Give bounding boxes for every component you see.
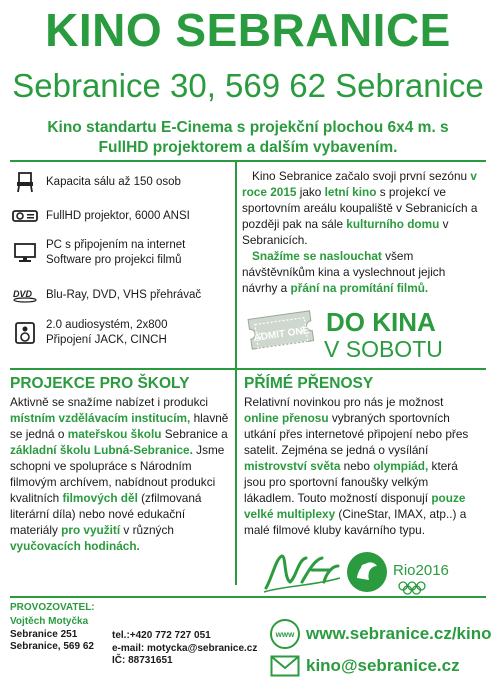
operator-heading: PROVOZOVATEL: (10, 602, 95, 613)
subtitle (18, 118, 478, 158)
schools-text-part: Jsme schopni ve spolupráce s Národním filmovým archívem, nabídnout produkci kvalitních (10, 443, 225, 505)
svg-text:DVD: DVD (13, 289, 33, 299)
schools-text-part: (zfilmovaná literární díla) nebo nové edukační materiály (10, 491, 202, 537)
broadcasts-highlight: online přenosu (244, 411, 329, 425)
operator-name: Vojtěch Motyčka (10, 616, 89, 627)
feature-audio (10, 318, 235, 348)
feature-text: Kapacita sálu až 150 osob (46, 175, 181, 188)
schools-highlight: základní školu Lubná-Sebranice. (10, 443, 193, 457)
divider-top (10, 160, 486, 162)
schools-text (10, 394, 230, 554)
logo-line2: V SOBOTU (324, 336, 443, 362)
schools-highlight: mateřskou školu (67, 427, 162, 441)
operator-email: e-mail: motycka@sebranice.cz (112, 642, 258, 654)
globe-icon: www (270, 619, 300, 649)
subtitle-line1: Kino standartu E-Cinema s projekční plochou 6x4 m. s (47, 119, 449, 136)
address: Sebranice 30, 569 62 Sebranice (12, 67, 484, 104)
schools-highlight: pro využití (61, 523, 121, 537)
schools-highlight: místním vzdělávacím institucím, (10, 411, 191, 425)
broadcasts-text-part: Relativní novinkou pro nás je možnost (244, 395, 444, 409)
operator-tel: tel.:+420 772 727 051 (112, 630, 211, 641)
broadcasts-text-part: nebo (340, 459, 374, 473)
broadcasts-highlight: olympiád, (373, 459, 429, 473)
website-text[interactable]: www.sebranice.cz/kino (306, 624, 492, 643)
feature-text-2: Připojení JACK, CINCH (46, 334, 167, 346)
feature-text: Blu-Ray, DVD, VHS přehrávač (46, 288, 202, 301)
about-text (242, 168, 482, 296)
nfa-logo-text: NFA (301, 594, 303, 595)
feature-text-2: Software pro projekci filmů (46, 254, 182, 266)
email-text[interactable]: kino@sebranice.cz (306, 656, 460, 675)
about-text-part: Kino Sebranice začalo svoji první sezónu (252, 169, 471, 183)
schools-highlight: filmových děl (62, 491, 138, 505)
broadcasts-highlight: pouze velké multiplexy (244, 491, 466, 521)
feature-text: PC s připojením na internet (46, 239, 186, 251)
dvd-icon (10, 284, 40, 306)
about-text-part: v Sebranicích. (242, 217, 449, 247)
about-highlight: kulturního domu (346, 217, 440, 231)
about-text-part: jako (296, 185, 325, 199)
operator-city: Sebranice, 569 62 (10, 641, 94, 652)
about-highlight: přání na promítání filmů. (290, 281, 429, 295)
operator-address (10, 616, 94, 654)
rio-logo (345, 548, 475, 596)
feature-text: 2.0 audiosystém, 2x800 (46, 319, 168, 331)
logo-line1: DO KINA (326, 307, 436, 337)
operator-ico: IČ: 88731651 (112, 655, 173, 666)
divider-middle (10, 368, 486, 370)
broadcasts-heading: PŘÍMÉ PŘENOSY (244, 375, 374, 392)
pc-icon (10, 242, 40, 264)
ticket-text: ADMIT ONE (252, 325, 311, 344)
schools-text-part: Aktivně se snažíme nabízet i produkci (10, 395, 209, 409)
subtitle-line2: FullHD projektorem a dalším vybavením. (98, 139, 398, 156)
about-highlight: v roce 2015 (242, 169, 477, 199)
feature-text: FullHD projektor, 6000 ANSI (46, 209, 190, 222)
schools-text-part: hlavně se jedná o (10, 411, 229, 441)
feature-projector (10, 205, 235, 227)
about-text-part: s projekcí ve sportovním areálu koupaliště v Sebranicích a později pak na sále (242, 185, 478, 231)
chair-icon (10, 171, 40, 193)
rio-logo-text: Rio2016 (393, 562, 449, 579)
about-highlight: letní kino (324, 185, 377, 199)
about-highlight: Snažíme se naslouchat (252, 249, 382, 263)
page-title: KINO SEBRANICE (45, 4, 451, 56)
about-text-part: všem návštěvníkům kina a vyslechnout jejich návrhy a (242, 249, 446, 295)
schools-text-part: Sebranice a (161, 427, 228, 441)
operator-street: Sebranice 251 (10, 628, 78, 640)
email-link[interactable] (270, 655, 460, 677)
nfa-logo (262, 548, 342, 594)
speaker-icon (10, 322, 40, 344)
broadcasts-highlight: mistrovství světa (244, 459, 341, 473)
divider-bottom (10, 596, 486, 598)
divider-vertical (235, 160, 237, 585)
feature-pc (10, 238, 235, 268)
broadcasts-text-part: která jsou pro sportovní fanoušky velkým lákadlem. Touto možností disponují (244, 459, 458, 505)
website-link[interactable] (270, 619, 492, 649)
schools-text-part: v různých (120, 523, 174, 537)
schools-highlight: vyučovacích hodinách. (10, 539, 140, 553)
ticket-icon (248, 311, 314, 349)
schools-heading: PROJEKCE PRO ŠKOLY (10, 375, 190, 392)
feature-players (10, 284, 235, 306)
feature-capacity (10, 171, 235, 193)
operator-contact (112, 630, 257, 668)
broadcasts-text (244, 394, 480, 538)
broadcasts-text-part: (CineStar, IMAX, atp..) a malé filmové kluby kavárního typu. (244, 507, 467, 537)
do-kina-logo (244, 303, 484, 363)
envelope-icon (270, 655, 300, 677)
projector-icon (10, 205, 40, 227)
broadcasts-text-part: vybraných sportovních utkání přes internetové připojení nebo přes satelit. Zejména se jedná o vysílání (244, 411, 469, 457)
